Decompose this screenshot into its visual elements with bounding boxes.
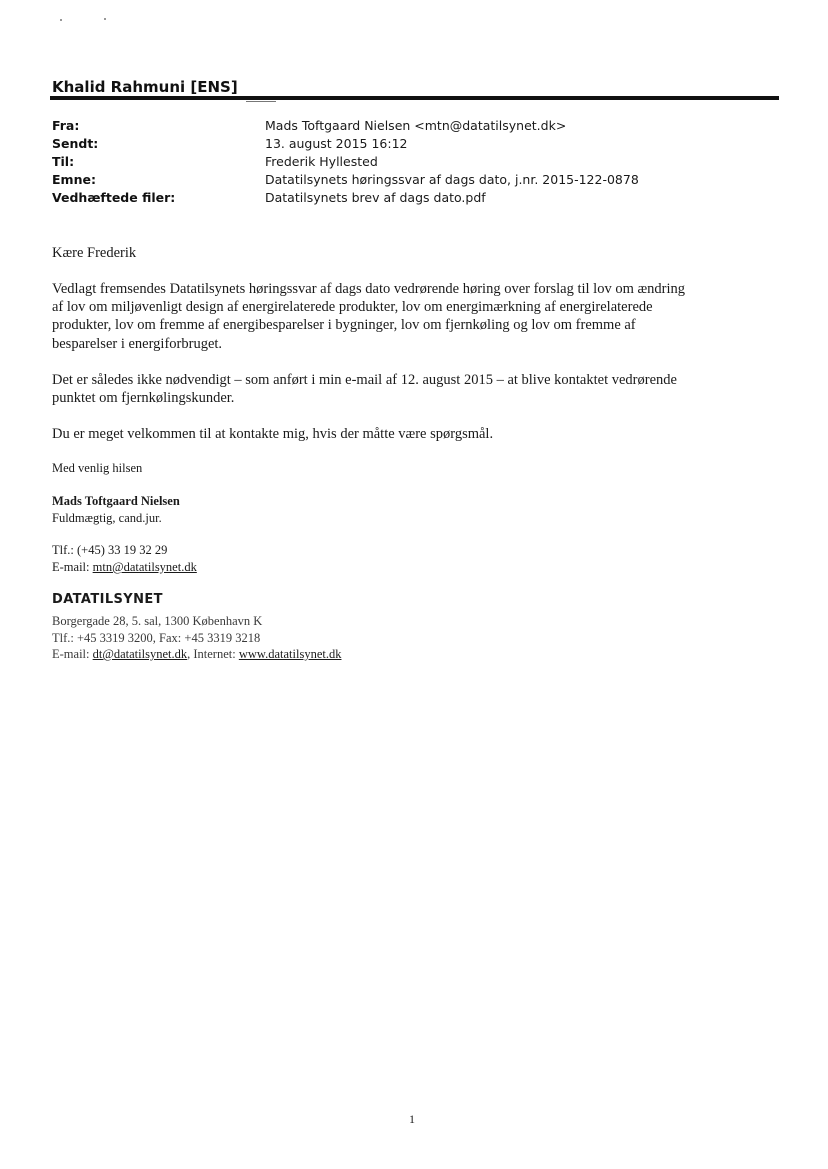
scan-speck xyxy=(60,19,62,21)
header-label: Til: xyxy=(52,154,75,169)
paragraph-line: Vedlagt fremsendes Datatilsynets høringssvar af dags dato vedrørende høring over forslag til lov om ændring xyxy=(52,281,686,297)
paragraph-line: af lov om miljøvenligt design af energirelaterede produkter, lov om energimærkning af energirelaterede xyxy=(52,299,653,316)
recipient-value: Frederik Hyllested xyxy=(265,154,378,169)
header-row-subject xyxy=(52,171,639,189)
signature-email-line xyxy=(52,559,197,576)
paragraph-line: produkter, lov om fremme af energibesparelser i bygninger, lov om fjernkøling og lov om fremme af xyxy=(52,317,636,334)
organization-email-link[interactable]: dt@datatilsynet.dk xyxy=(92,647,188,661)
paragraph-line: Det er således ikke nødvendigt – som anført i min e-mail af 12. august 2015 – at blive kontaktet vedrørende xyxy=(52,372,677,388)
organization-name: DATATILSYNET xyxy=(52,592,163,607)
signature-name: Mads Toftgaard Nielsen xyxy=(52,494,180,508)
organization-contact-block xyxy=(52,613,341,663)
header-row-from xyxy=(52,117,639,135)
body-paragraph-2 xyxy=(52,371,772,407)
organization-phone-fax: Tlf.: +45 3319 3200, Fax: +45 3319 3218 xyxy=(52,630,261,645)
email-greeting: Kære Frederik xyxy=(52,245,137,261)
sent-date-value: 13. august 2015 16:12 xyxy=(265,136,408,151)
body-paragraph-1 xyxy=(52,280,772,353)
organization-address: Borgergade 28, 5. sal, 1300 København K xyxy=(52,614,263,628)
paragraph-line: Du er meget velkommen til at kontakte mig, hvis der måtte være spørgsmål. xyxy=(52,426,494,442)
attachment-value: Datatilsynets brev af dags dato.pdf xyxy=(265,190,486,205)
scan-speck xyxy=(104,18,106,20)
contact-block xyxy=(52,542,197,576)
internet-label: , Internet: xyxy=(187,647,239,661)
header-label: Emne: xyxy=(52,172,96,187)
header-row-attachments xyxy=(52,189,639,207)
email-label: E-mail: xyxy=(52,560,93,574)
header-label: Vedhæftede filer: xyxy=(52,190,176,205)
header-row-sent xyxy=(52,135,639,153)
organization-links xyxy=(52,646,341,663)
organization-website-link[interactable]: www.datatilsynet.dk xyxy=(238,647,342,661)
signature-block xyxy=(52,493,180,527)
header-row-to xyxy=(52,153,639,171)
sender-value: Mads Toftgaard Nielsen <mtn@datatilsynet.dk> xyxy=(265,118,567,133)
signature-phone: Tlf.: (+45) 33 19 32 29 xyxy=(52,543,168,557)
closing-text: Med venlig hilsen xyxy=(52,461,143,475)
signature-title: Fuldmægtig, cand.jur. xyxy=(52,511,162,525)
signature-email-link[interactable]: mtn@datatilsynet.dk xyxy=(92,560,197,574)
page-number: 1 xyxy=(409,1112,415,1126)
subject-value: Datatilsynets høringssvar af dags dato, j.nr. 2015-122-0878 xyxy=(265,172,639,187)
header-divider-mark xyxy=(246,101,276,102)
header-label: Fra: xyxy=(52,118,80,133)
email-label: E-mail: xyxy=(52,647,93,661)
email-header-block xyxy=(52,117,639,207)
header-divider xyxy=(50,96,779,100)
paragraph-line: besparelser i energiforbruget. xyxy=(52,335,223,352)
body-paragraph-3 xyxy=(52,425,772,443)
mailbox-owner-name: Khalid Rahmuni [ENS] xyxy=(52,78,238,96)
paragraph-line: punktet om fjernkølingskunder. xyxy=(52,390,235,407)
header-label: Sendt: xyxy=(52,136,99,151)
